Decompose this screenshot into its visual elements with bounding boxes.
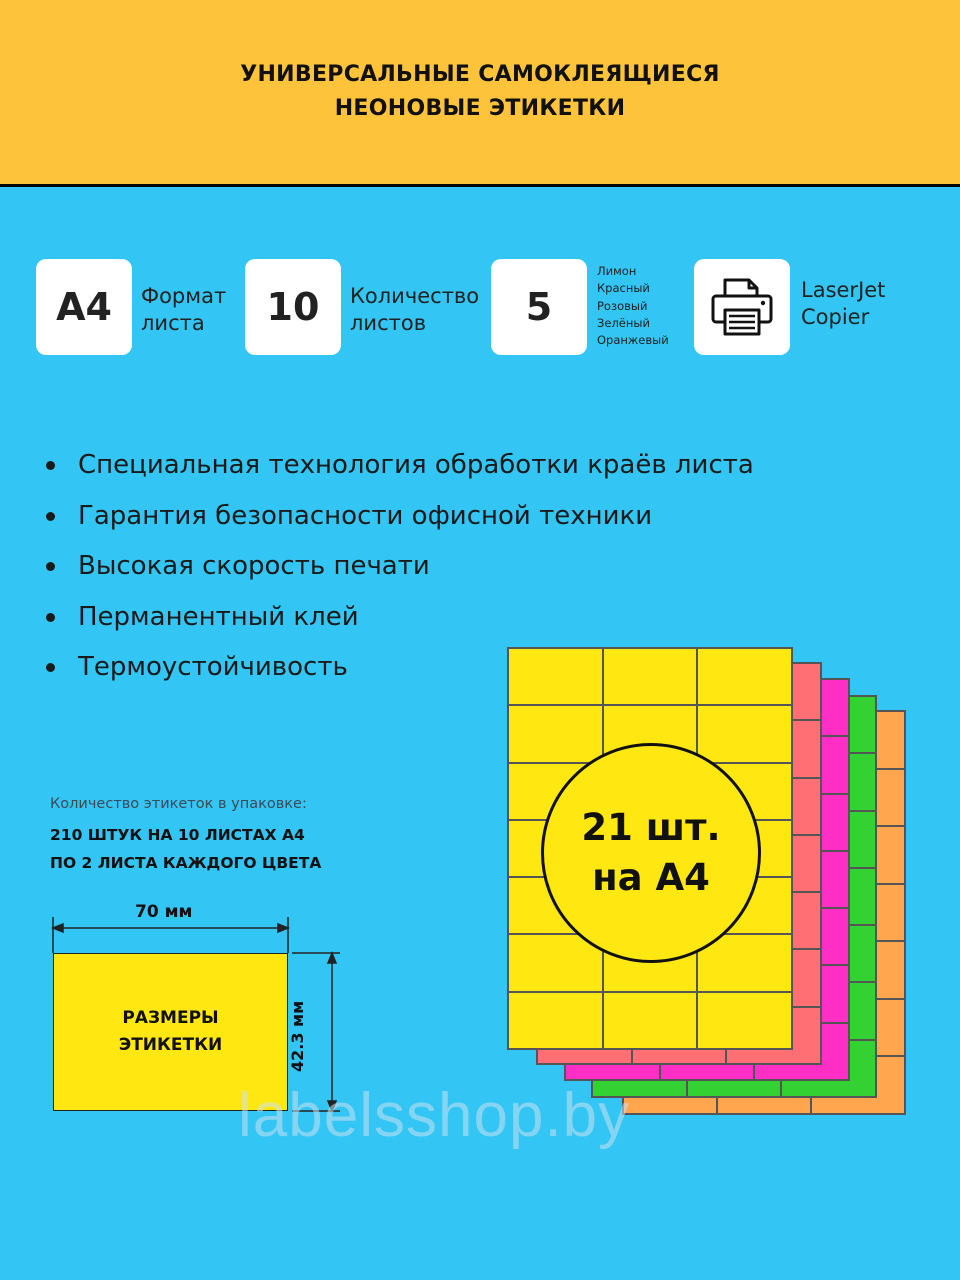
quantity-label-line-2: листов xyxy=(350,311,427,335)
printer-label-line-1: LaserJet xyxy=(801,278,886,302)
colors-list xyxy=(597,263,669,349)
quantity-label xyxy=(350,283,479,337)
benefit-text: Перманентный клей xyxy=(78,601,359,632)
printer-badge xyxy=(694,259,790,355)
package-line-1: 210 ШТУК НА 10 ЛИСТАХ A4 xyxy=(50,826,305,844)
labels-per-sheet-badge xyxy=(541,743,761,963)
benefit-item xyxy=(42,595,754,646)
label-width: 70 мм xyxy=(135,902,193,922)
quantity-badge: 10 xyxy=(245,259,341,355)
benefit-text: Термоустойчивость xyxy=(78,652,348,682)
badge-line-1: 21 шт. xyxy=(581,806,721,849)
header-banner xyxy=(0,0,960,187)
bullet-icon xyxy=(46,613,55,622)
package-title: Количество этикеток в упаковке: xyxy=(50,796,307,812)
color-item: Лимон xyxy=(597,264,637,278)
bullet-icon xyxy=(46,663,55,672)
benefit-text: Высокая скорость печати xyxy=(78,551,430,581)
format-label-line-2: листа xyxy=(141,311,205,335)
printer-label xyxy=(801,277,885,331)
printer-label-line-2: Copier xyxy=(801,305,870,329)
quantity-label-line-1: Количество xyxy=(350,284,480,308)
label-sample-line-1: РАЗМЕРЫ xyxy=(122,1008,219,1028)
bullet-icon xyxy=(46,461,55,470)
label-height: 42.3 мм xyxy=(288,1000,307,1072)
bullet-icon xyxy=(46,562,55,571)
format-badge: A4 xyxy=(36,259,132,355)
format-label-line-1: Формат xyxy=(141,284,227,308)
benefit-text: Гарантия безопасности офисной техники xyxy=(78,500,653,531)
benefit-item xyxy=(42,544,754,595)
color-item: Розовый xyxy=(597,298,648,313)
benefit-text: Специальная технология обработки краёв листа xyxy=(78,450,754,480)
package-line-2: ПО 2 ЛИСТА КАЖДОГО ЦВЕТА xyxy=(50,854,322,872)
color-item: Красный xyxy=(597,281,650,296)
benefit-item xyxy=(42,443,754,494)
page-title-line-1: УНИВЕРСАЛЬНЫЕ САМОКЛЕЯЩИЕСЯ xyxy=(240,62,720,87)
page-title-line-2: НЕОНОВЫЕ ЭТИКЕТКИ xyxy=(334,96,626,121)
format-label xyxy=(141,283,226,337)
benefit-item xyxy=(42,494,754,545)
watermark: labelsshop.by xyxy=(238,1081,631,1150)
bullet-icon xyxy=(46,512,55,521)
color-item: Зелёный xyxy=(597,315,650,330)
label-sample-line-2: ЭТИКЕТКИ xyxy=(118,1035,223,1055)
badge-line-2: на А4 xyxy=(592,856,710,899)
colors-count-badge: 5 xyxy=(491,259,587,355)
printer-icon xyxy=(709,276,775,338)
color-item: Оранжевый xyxy=(597,333,669,348)
